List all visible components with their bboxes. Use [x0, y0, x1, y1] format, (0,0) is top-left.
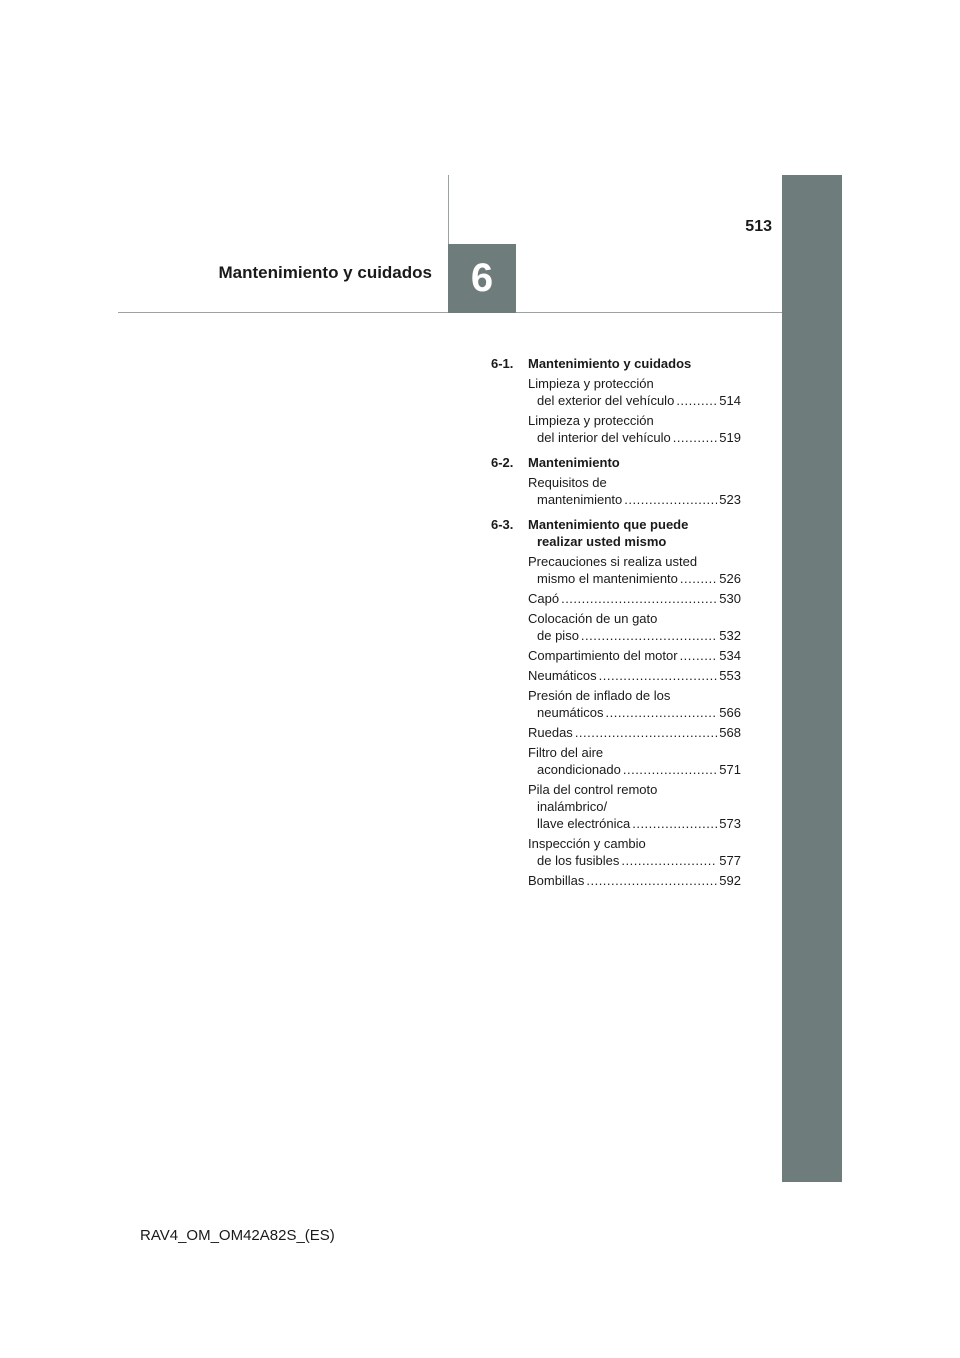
toc-entry[interactable]	[528, 687, 741, 721]
table-of-contents	[491, 355, 741, 892]
toc-section-heading	[491, 355, 741, 372]
toc-entry-line: Presión de inflado de los	[528, 688, 671, 703]
toc-section-title	[528, 355, 741, 372]
toc-entry-leader-row	[528, 872, 741, 889]
toc-page-number: 566	[719, 705, 741, 720]
toc-entry[interactable]	[528, 610, 741, 644]
toc-section-title	[528, 516, 741, 550]
toc-entry[interactable]	[528, 412, 741, 446]
toc-entry-text: Neumáticos	[528, 668, 597, 683]
toc-entry-line: Precauciones si realiza usted	[528, 554, 698, 569]
toc-entry[interactable]	[528, 667, 741, 684]
toc-entry-line: Pila del control remoto	[528, 782, 658, 797]
toc-entry-leader-row	[528, 647, 741, 664]
toc-entry-leader-row	[528, 491, 741, 508]
page-number: 513	[745, 218, 772, 235]
chapter-side-tab	[782, 175, 842, 1182]
toc-section-heading	[491, 454, 741, 471]
toc-entry-line: Filtro del aire	[528, 745, 604, 760]
toc-section-number: 6-3.	[491, 517, 514, 532]
toc-dot-leader	[621, 852, 717, 869]
chapter-title: Mantenimiento y cuidados	[218, 263, 432, 282]
toc-entry-text: neumáticos	[537, 705, 604, 720]
toc-entry-line: Limpieza y protección	[528, 376, 654, 391]
toc-entry-leader-row	[528, 570, 741, 587]
toc-dot-leader	[676, 392, 717, 409]
toc-entry[interactable]	[528, 781, 741, 832]
toc-page-number: 592	[719, 873, 741, 888]
chapter-number: 6	[470, 256, 494, 300]
toc-entry-text: acondicionado	[537, 762, 621, 777]
toc-page-number: 514	[719, 393, 741, 408]
toc-section-title-line: Mantenimiento y cuidados	[528, 356, 692, 371]
toc-entry[interactable]	[528, 375, 741, 409]
toc-section-heading	[491, 516, 741, 550]
toc-entry-text: Capó	[528, 591, 560, 606]
header-vertical-rule	[448, 175, 449, 245]
toc-dot-leader	[624, 491, 717, 508]
toc-dot-leader	[581, 627, 717, 644]
toc-entry-leader-row	[528, 429, 741, 446]
toc-dot-leader	[680, 570, 717, 587]
toc-dot-leader	[561, 590, 717, 607]
toc-page-number: 526	[719, 571, 741, 586]
toc-entry[interactable]	[528, 724, 741, 741]
toc-entry-text: del exterior del vehículo	[537, 393, 675, 408]
toc-page-number: 571	[719, 762, 741, 777]
toc-entry-leader-row	[528, 392, 741, 409]
toc-entry-text: Compartimiento del motor	[528, 648, 678, 663]
toc-entry-text: de piso	[537, 628, 579, 643]
toc-entry[interactable]	[528, 872, 741, 889]
toc-entry-leader-row	[528, 627, 741, 644]
toc-entry-line: Requisitos de	[528, 475, 607, 490]
toc-entry-line: Colocación de un gato	[528, 611, 658, 626]
toc-entry[interactable]	[528, 647, 741, 664]
toc-page-number: 553	[719, 668, 741, 683]
document-code-footer: RAV4_OM_OM42A82S_(ES)	[140, 1227, 335, 1244]
toc-section-title-line: realizar usted mismo	[537, 534, 667, 549]
toc-section-number: 6-2.	[491, 455, 514, 470]
toc-page-number: 519	[719, 430, 741, 445]
toc-section-title	[528, 454, 741, 471]
toc-entry[interactable]	[528, 474, 741, 508]
toc-entry-text: Bombillas	[528, 873, 585, 888]
toc-dot-leader	[599, 667, 718, 684]
toc-page-number: 523	[719, 492, 741, 507]
toc-dot-leader	[680, 647, 718, 664]
toc-page-number: 534	[719, 648, 741, 663]
toc-entry-line: Inspección y cambio	[528, 836, 646, 851]
toc-entry[interactable]	[528, 835, 741, 869]
toc-section-number: 6-1.	[491, 356, 514, 371]
toc-page-number: 573	[719, 816, 741, 831]
toc-page-number: 530	[719, 591, 741, 606]
toc-entry[interactable]	[528, 744, 741, 778]
toc-entry-leader-row	[528, 852, 741, 869]
toc-entry-text: del interior del vehículo	[537, 430, 671, 445]
toc-entry[interactable]	[528, 553, 741, 587]
toc-dot-leader	[586, 872, 717, 889]
toc-entry-leader-row	[528, 667, 741, 684]
toc-entry-line: inalámbrico/	[537, 799, 608, 814]
toc-section-title-line: Mantenimiento que puede	[528, 517, 689, 532]
toc-entry-leader-row	[528, 704, 741, 721]
toc-entry-text: llave electrónica	[537, 816, 631, 831]
toc-entry-text: Ruedas	[528, 725, 573, 740]
toc-entry-leader-row	[528, 815, 741, 832]
toc-page-number: 568	[719, 725, 741, 740]
toc-entry-leader-row	[528, 590, 741, 607]
toc-page-number: 577	[719, 853, 741, 868]
toc-dot-leader	[575, 724, 717, 741]
toc-entry-leader-row	[528, 724, 741, 741]
toc-entry-line: Limpieza y protección	[528, 413, 654, 428]
toc-entry[interactable]	[528, 590, 741, 607]
toc-entry-leader-row	[528, 761, 741, 778]
toc-dot-leader	[623, 761, 717, 778]
chapter-number-box	[448, 244, 516, 313]
toc-dot-leader	[632, 815, 717, 832]
toc-page-number: 532	[719, 628, 741, 643]
toc-dot-leader	[673, 429, 718, 446]
toc-entry-text: mismo el mantenimiento	[537, 571, 678, 586]
toc-entry-text: de los fusibles	[537, 853, 620, 868]
toc-section-title-line: Mantenimiento	[528, 455, 620, 470]
toc-entry-text: mantenimiento	[537, 492, 623, 507]
toc-dot-leader	[605, 704, 717, 721]
